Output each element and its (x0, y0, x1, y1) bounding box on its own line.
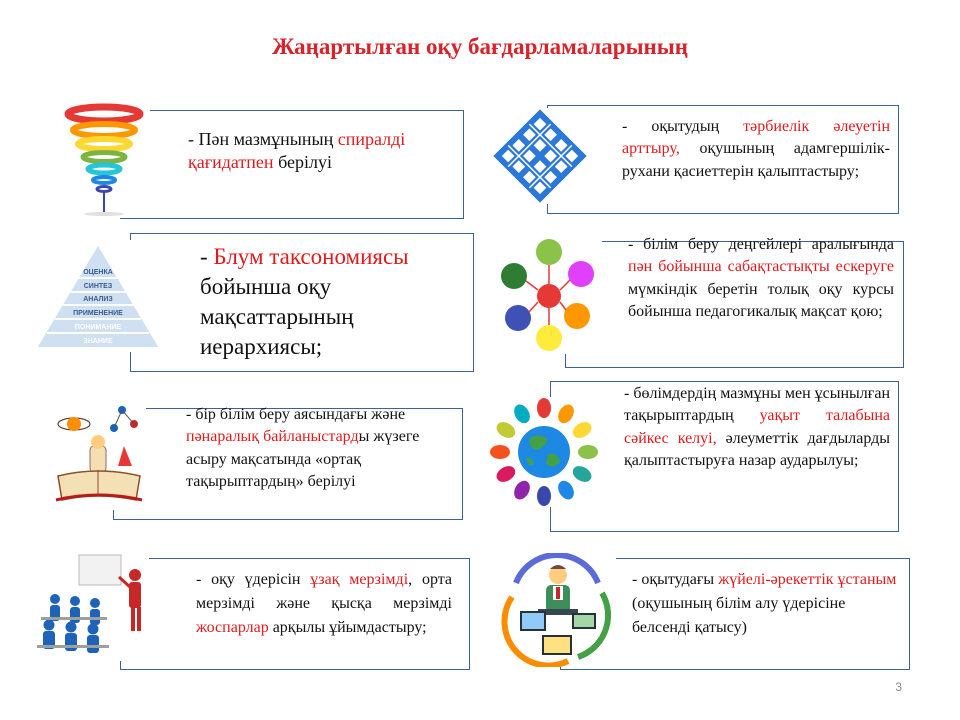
item-spiral-text: - Пән мазмұнының спиралді қағидатпен берілуі (188, 129, 406, 172)
page-title: Жаңартылған оқу бағдарламаларының (271, 34, 689, 59)
pyramid-level-1: СИНТЕЗ (83, 283, 113, 290)
globe-hands-icon (483, 397, 605, 507)
item-systemic-text: - оқытудағы жүйелі-әрекеттік ұстаным (оқушының білім алу үдерісіне белсенді қатысу) (632, 571, 897, 636)
page-number: 3 (895, 680, 902, 694)
knot-ornament-icon (486, 108, 594, 204)
classroom-icon (35, 549, 149, 661)
item-bloom-text: - Блум таксономиясы бойынша оқу мақсаттарының иерархиясы; (200, 244, 409, 359)
pyramid-level-4: ПОНИМАНИЕ (74, 324, 122, 331)
pyramid-level-0: ОЦЕНКА (83, 269, 113, 276)
item-interdisciplinary-text: - бір білім беру аясындағы және пәнаралық байланыстарды жүзеге асыру мақсатында «ортақ тақырыптардың» берілуі (186, 406, 420, 491)
pyramid-icon (33, 240, 163, 352)
item-planning-text: - оқу үдерісін ұзақ мерзімді, орта мерзімді және қысқа мерзімді жоспарлар арқылы ұйымдастыру; (196, 571, 453, 636)
teacher-laptop-icon (498, 553, 616, 667)
item-relevance-text: - бөлімдердің мазмұны мен ұсынылған тақырыптардың уақыт талабына сәйкес келуі, әлеуметтік дағдыларды қалыптастыруға назар аударылуы; (624, 385, 891, 470)
item-upbringing-text: - оқытудың тәрбиелік әлеуетін арттыру, оқушының адамгершілік-рухани қасиеттерін қалыптастыру; (622, 118, 890, 180)
spiral-icon (58, 100, 150, 218)
science-book-icon (52, 396, 146, 510)
pyramid-level-2: АНАЛИЗ (83, 296, 113, 303)
item-continuity-text: - білім беру деңгейлері аралығында пән бойынша сабақтастықты ескеруге мүмкіндік беретін толық оқу курсы бойынша педагогикалық мақсат қою; (628, 236, 894, 321)
pyramid-level-3: ПРИМЕНЕНИЕ (73, 310, 123, 317)
cycle-diagram-icon (496, 236, 602, 354)
pyramid-level-5: ЗНАНИЕ (83, 338, 113, 345)
